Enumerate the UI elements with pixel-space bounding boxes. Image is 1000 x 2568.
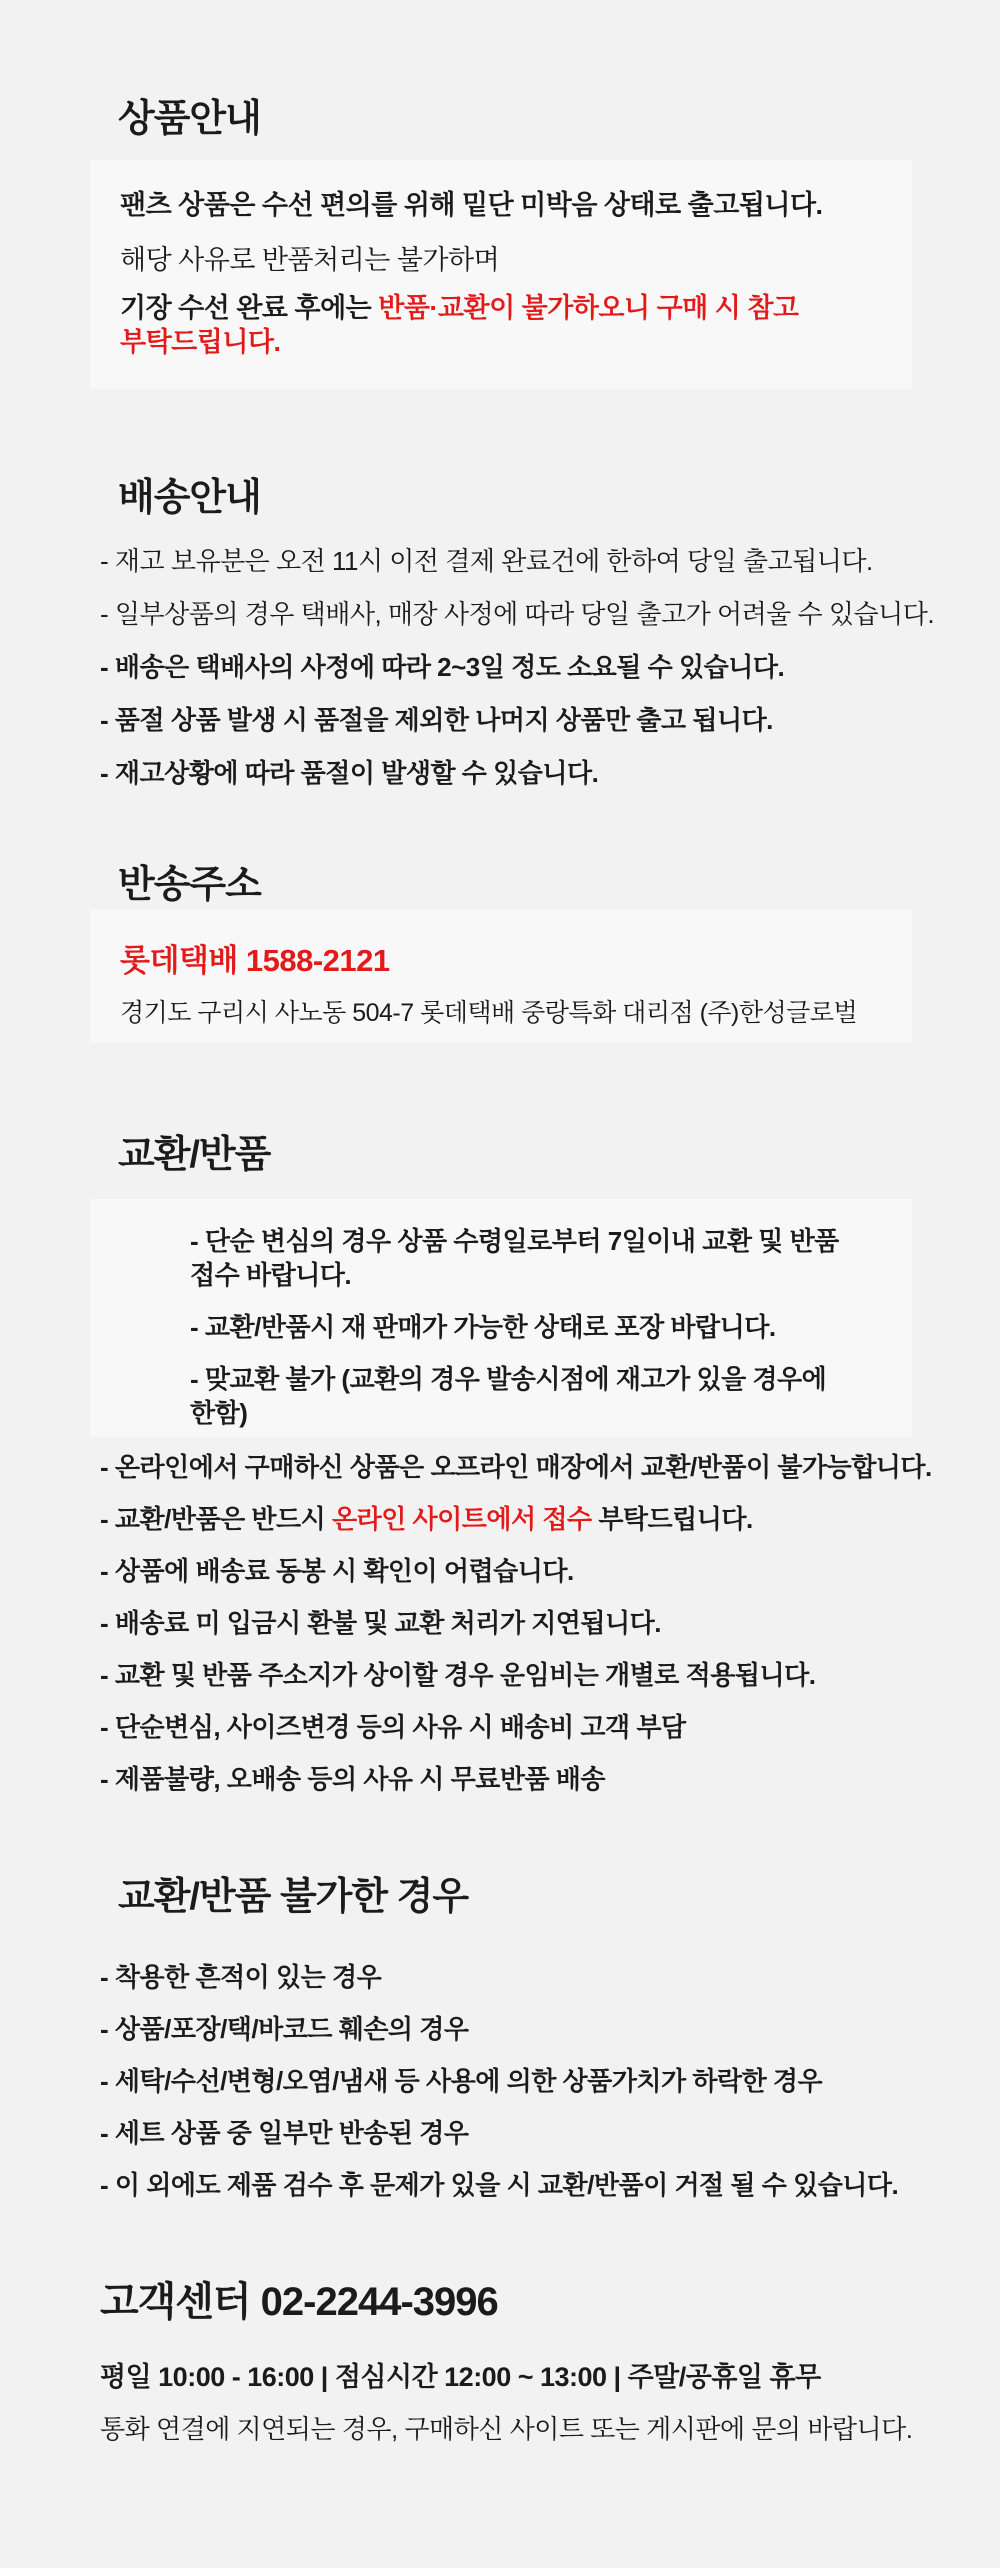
exchange-boxed-list xyxy=(90,1199,912,1437)
section-title-shipping-guide: 배송안내 xyxy=(118,477,261,519)
list-item xyxy=(100,1502,940,1536)
list-item: - 교환/반품시 재 판매가 가능한 상태로 포장 바랍니다. xyxy=(190,1312,776,1342)
list-item: - 일부상품의 경우 택배사, 매장 사정에 따라 당일 출고가 어려울 수 있습니다. xyxy=(100,599,935,629)
product-notice-line-1: 팬츠 상품은 수선 편의를 위해 밑단 미박음 상태로 출고됩니다. xyxy=(120,190,823,220)
product-notice-box xyxy=(90,160,912,389)
section-title-return-address: 반송주소 xyxy=(118,864,261,906)
section-title-customer-service: 고객센터 02-2244-3996 xyxy=(100,2280,498,2324)
return-address-text: 경기도 구리시 사노동 504-7 롯데택배 중랑특화 대리점 (주)한성글로벌 xyxy=(120,999,858,1027)
list-item: - 세트 상품 중 일부만 반송된 경우 xyxy=(100,2118,469,2148)
list-item: - 재고상황에 따라 품절이 발생할 수 있습니다. xyxy=(100,758,599,788)
list-item: - 착용한 흔적이 있는 경우 xyxy=(100,1962,382,1992)
list-item: - 제품불량, 오배송 등의 사유 시 무료반품 배송 xyxy=(100,1764,606,1794)
list-item: - 상품에 배송료 동봉 시 확인이 어렵습니다. xyxy=(100,1556,574,1586)
section-title-product-guide: 상품안내 xyxy=(118,98,261,140)
return-address-box xyxy=(90,909,912,1043)
exchange-online-post: 부탁드립니다. xyxy=(591,1504,753,1534)
product-notice-line-3 xyxy=(120,291,882,359)
list-item: - 배송료 미 입금시 환불 및 교환 처리가 지연됩니다. xyxy=(100,1608,661,1638)
customer-service-hours: 평일 10:00 - 16:00 | 점심시간 12:00 ~ 13:00 | 주말/공휴일 휴무 xyxy=(100,2362,821,2392)
product-notice-line-3-black: 기장 수선 완료 후에는 xyxy=(120,293,379,323)
exchange-list xyxy=(0,1450,1000,1796)
list-item: - 배송은 택배사의 사정에 따라 2~3일 정도 소요될 수 있습니다. xyxy=(100,652,785,682)
list-item: - 단순변심, 사이즈변경 등의 사유 시 배송비 고객 부담 xyxy=(100,1712,686,1742)
exchange-online-pre: - 교환/반품은 반드시 xyxy=(100,1504,332,1534)
list-item: - 교환 및 반품 주소지가 상이할 경우 운임비는 개별로 적용됩니다. xyxy=(100,1660,816,1690)
customer-service-note: 통화 연결에 지연되는 경우, 구매하신 사이트 또는 게시판에 문의 바랍니다. xyxy=(100,2414,913,2444)
section-title-exchange-not-allowed: 교환/반품 불가한 경우 xyxy=(118,1876,469,1918)
list-item: - 상품/포장/택/바코드 훼손의 경우 xyxy=(100,2014,469,2044)
list-item: - 세탁/수선/변형/오염/냄새 등 사용에 의한 상품가치가 하락한 경우 xyxy=(100,2066,823,2096)
list-item: - 품절 상품 발생 시 품절을 제외한 나머지 상품만 출고 됩니다. xyxy=(100,705,773,735)
exchange-online-red: 온라인 사이트에서 접수 xyxy=(331,1504,592,1534)
not-allowed-list xyxy=(0,1960,1000,2202)
list-item: - 이 외에도 제품 검수 후 문제가 있을 시 교환/반품이 거절 될 수 있습니다. xyxy=(100,2170,899,2200)
list-item: - 재고 보유분은 오전 11시 이전 결제 완료건에 한하여 당일 출고됩니다. xyxy=(100,546,873,576)
courier-phone: 롯데택배 1588-2121 xyxy=(120,943,390,978)
section-title-exchange-return: 교환/반품 xyxy=(118,1134,271,1176)
product-notice-line-3-red: 반품·교환이 불가하오니 구매 시 참고 부탁드립니다. xyxy=(120,293,799,357)
product-notice-line-2: 해당 사유로 반품처리는 불가하며 xyxy=(120,245,500,275)
list-item: - 단순 변심의 경우 상품 수령일로부터 7일이내 교환 및 반품 접수 바랍니다. xyxy=(190,1226,839,1290)
shipping-list xyxy=(0,544,1000,790)
list-item: - 온라인에서 구매하신 상품은 오프라인 매장에서 교환/반품이 불가능합니다. xyxy=(100,1452,932,1482)
list-item: - 맞교환 불가 (교환의 경우 발송시점에 재고가 있을 경우에 한함) xyxy=(190,1364,827,1428)
product-info-page xyxy=(0,100,1000,2568)
